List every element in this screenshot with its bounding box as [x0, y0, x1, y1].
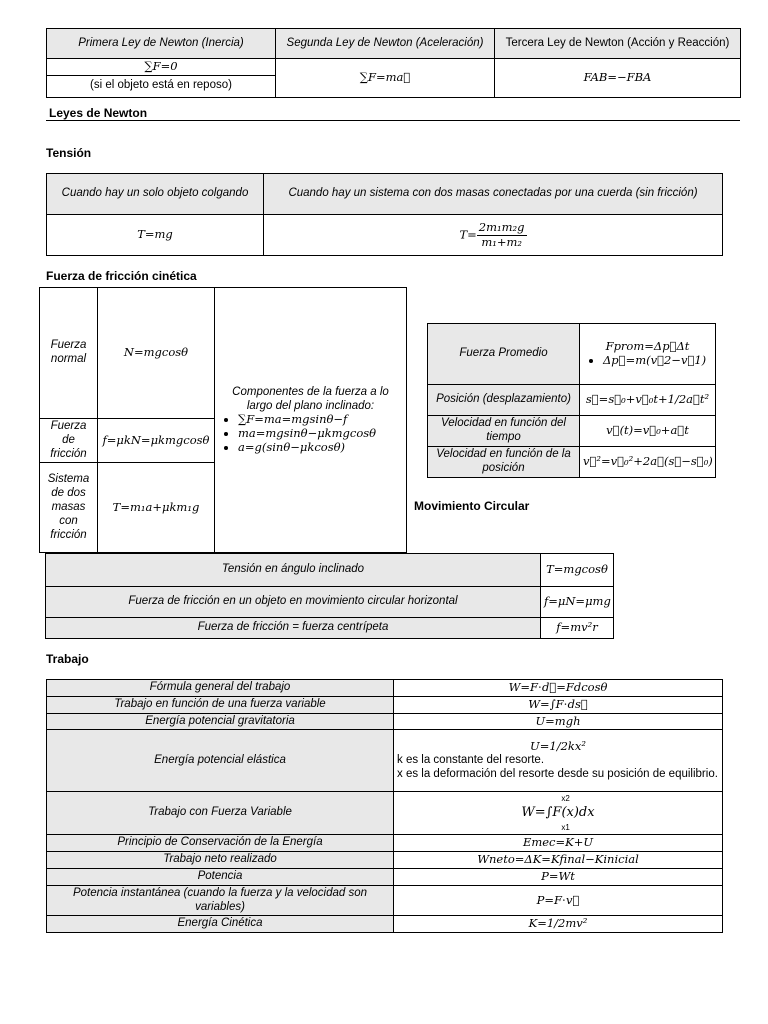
friction-heading: Fuerza de fricción cinética: [46, 269, 197, 283]
circular-table: [45, 553, 614, 639]
variable-force-work-formula: W=∫F⋅ds⃗: [394, 696, 723, 713]
circular-heading: Movimiento Circular: [414, 499, 530, 513]
power-label: Potencia: [47, 868, 394, 885]
circular-friction-formula: f=μN=μmg: [541, 587, 614, 618]
velocity-position-formula: v⃗²=v⃗₀²+2a⃗(s⃗−s⃗₀): [580, 447, 716, 478]
energy-conservation-formula: Emec=K+U: [394, 835, 723, 852]
variable-force-integral-formula: W=∫F(x)dx: [521, 805, 595, 821]
average-force-label: Fuerza Promedio: [428, 324, 580, 385]
kinetic-energy-formula: K=1/2mv²: [394, 916, 723, 933]
two-mass-friction-label: Sistema de dos masas con fricción: [40, 463, 98, 553]
net-work-formula: Wneto=ΔK=Kfinal−Kinicial: [394, 852, 723, 869]
tension-system-formula: [264, 215, 723, 256]
energy-conservation-label: Principio de Conservación de la Energía: [47, 835, 394, 852]
kinetic-energy-label: Energía Cinética: [47, 916, 394, 933]
work-general-formula: W=F⋅d⃗=Fdcosθ: [394, 680, 723, 697]
gravitational-potential-formula: U=mgh: [394, 713, 723, 730]
friction-force-label: Fuerza de fricción: [40, 419, 98, 463]
newton-third-law-formula: FAB=−FBA: [495, 59, 741, 98]
variable-force-label: Trabajo con Fuerza Variable: [47, 792, 394, 835]
average-force-formula: Fprom=Δp⃗Δt: [605, 339, 690, 354]
circular-friction-label: Fuerza de fricción en un objeto en movimiento circular horizontal: [46, 587, 541, 618]
newton-heading: Leyes de Newton: [49, 106, 148, 120]
tension-system-header: Cuando hay un sistema con dos masas conectadas por una cuerda (sin fricción): [264, 174, 723, 215]
centripetal-friction-formula: f=mv²r: [541, 618, 614, 639]
newton-divider: [46, 120, 740, 121]
friction-table: [39, 287, 407, 553]
kinematics-table: [427, 323, 716, 478]
instantaneous-power-formula: P=F⋅v⃗: [394, 885, 723, 916]
elastic-potential-cell: [394, 730, 723, 792]
newton-first-law-header: Primera Ley de Newton (Inercia): [47, 29, 276, 59]
newton-laws-table: [46, 28, 741, 98]
tension-single-header: Cuando hay un solo objeto colgando: [47, 174, 264, 215]
integral-lower-limit: x1: [561, 822, 570, 832]
net-work-label: Trabajo neto realizado: [47, 852, 394, 869]
variable-force-integral-cell: [394, 792, 723, 835]
work-general-label: Fórmula general del trabajo: [47, 680, 394, 697]
centripetal-friction-label: Fuerza de fricción = fuerza centrípeta: [46, 618, 541, 639]
position-label: Posición (desplazamiento): [428, 385, 580, 416]
incline-components-list: [218, 413, 403, 454]
friction-force-formula: f=μkN=μkmgcosθ: [98, 419, 215, 463]
incline-components-cell: [215, 288, 407, 553]
position-formula: s⃗=s⃗₀+v⃗₀t+1/2a⃗t²: [580, 385, 716, 416]
two-mass-friction-formula: T=m₁a+μkm₁g: [98, 463, 215, 553]
newton-second-law-formula: ∑F=ma⃗: [276, 59, 495, 98]
velocity-time-label: Velocidad en función del tiempo: [428, 416, 580, 447]
tension-system-lhs: T=: [459, 227, 477, 241]
normal-force-formula: N=mgcosθ: [98, 288, 215, 419]
average-force-formula-cell: [580, 324, 716, 385]
momentum-change-item: • Δp⃗=m(v⃗2−v⃗1): [603, 354, 712, 368]
tension-system-denominator: m₁+m₂: [481, 234, 522, 249]
incline-components-title: Componentes de la fuerza a lo largo del plano inclinado:: [232, 385, 389, 412]
incline-component-item: • a=g(sinθ−μkcosθ): [238, 441, 403, 455]
spring-constant-note: k es la constante del resorte.: [397, 753, 545, 766]
power-formula: P=Wt: [394, 868, 723, 885]
work-heading: Trabajo: [46, 652, 89, 666]
newton-second-law-header: Segunda Ley de Newton (Aceleración): [276, 29, 495, 59]
tension-single-formula: T=mg: [47, 215, 264, 256]
instantaneous-power-label: Potencia instantánea (cuando la fuerza y la velocidad son variables): [47, 885, 394, 916]
inclined-tension-formula: T=mgcosθ: [541, 554, 614, 587]
tension-table: [46, 173, 723, 256]
elastic-potential-formula: U=1/2kx²: [530, 739, 586, 754]
newton-first-law-formula: ∑F=0: [47, 59, 276, 76]
variable-force-work-label: Trabajo en función de una fuerza variable: [47, 696, 394, 713]
gravitational-potential-label: Energía potencial gravitatoria: [47, 713, 394, 730]
elastic-potential-label: Energía potencial elástica: [47, 730, 394, 792]
tension-system-numerator: 2m₁m₂g: [478, 219, 525, 234]
spring-deformation-note: x es la deformación del resorte desde su posición de equilibrio.: [397, 767, 718, 780]
inclined-tension-label: Tensión en ángulo inclinado: [46, 554, 541, 587]
newton-third-law-header: Tercera Ley de Newton (Acción y Reacción): [495, 29, 741, 59]
incline-component-item: • ∑F=ma=mgsinθ−f: [238, 413, 403, 427]
work-table: [46, 679, 723, 933]
normal-force-label: Fuerza normal: [40, 288, 98, 419]
velocity-position-label: Velocidad en función de la posición: [428, 447, 580, 478]
integral-upper-limit: x2: [561, 794, 570, 804]
incline-component-item: • ma=mgsinθ−μkmgcosθ: [238, 427, 403, 441]
tension-heading: Tensión: [46, 146, 92, 160]
velocity-time-formula: v⃗(t)=v⃗₀+a⃗t: [580, 416, 716, 447]
newton-first-law-note: (si el objeto está en reposo): [47, 75, 276, 97]
